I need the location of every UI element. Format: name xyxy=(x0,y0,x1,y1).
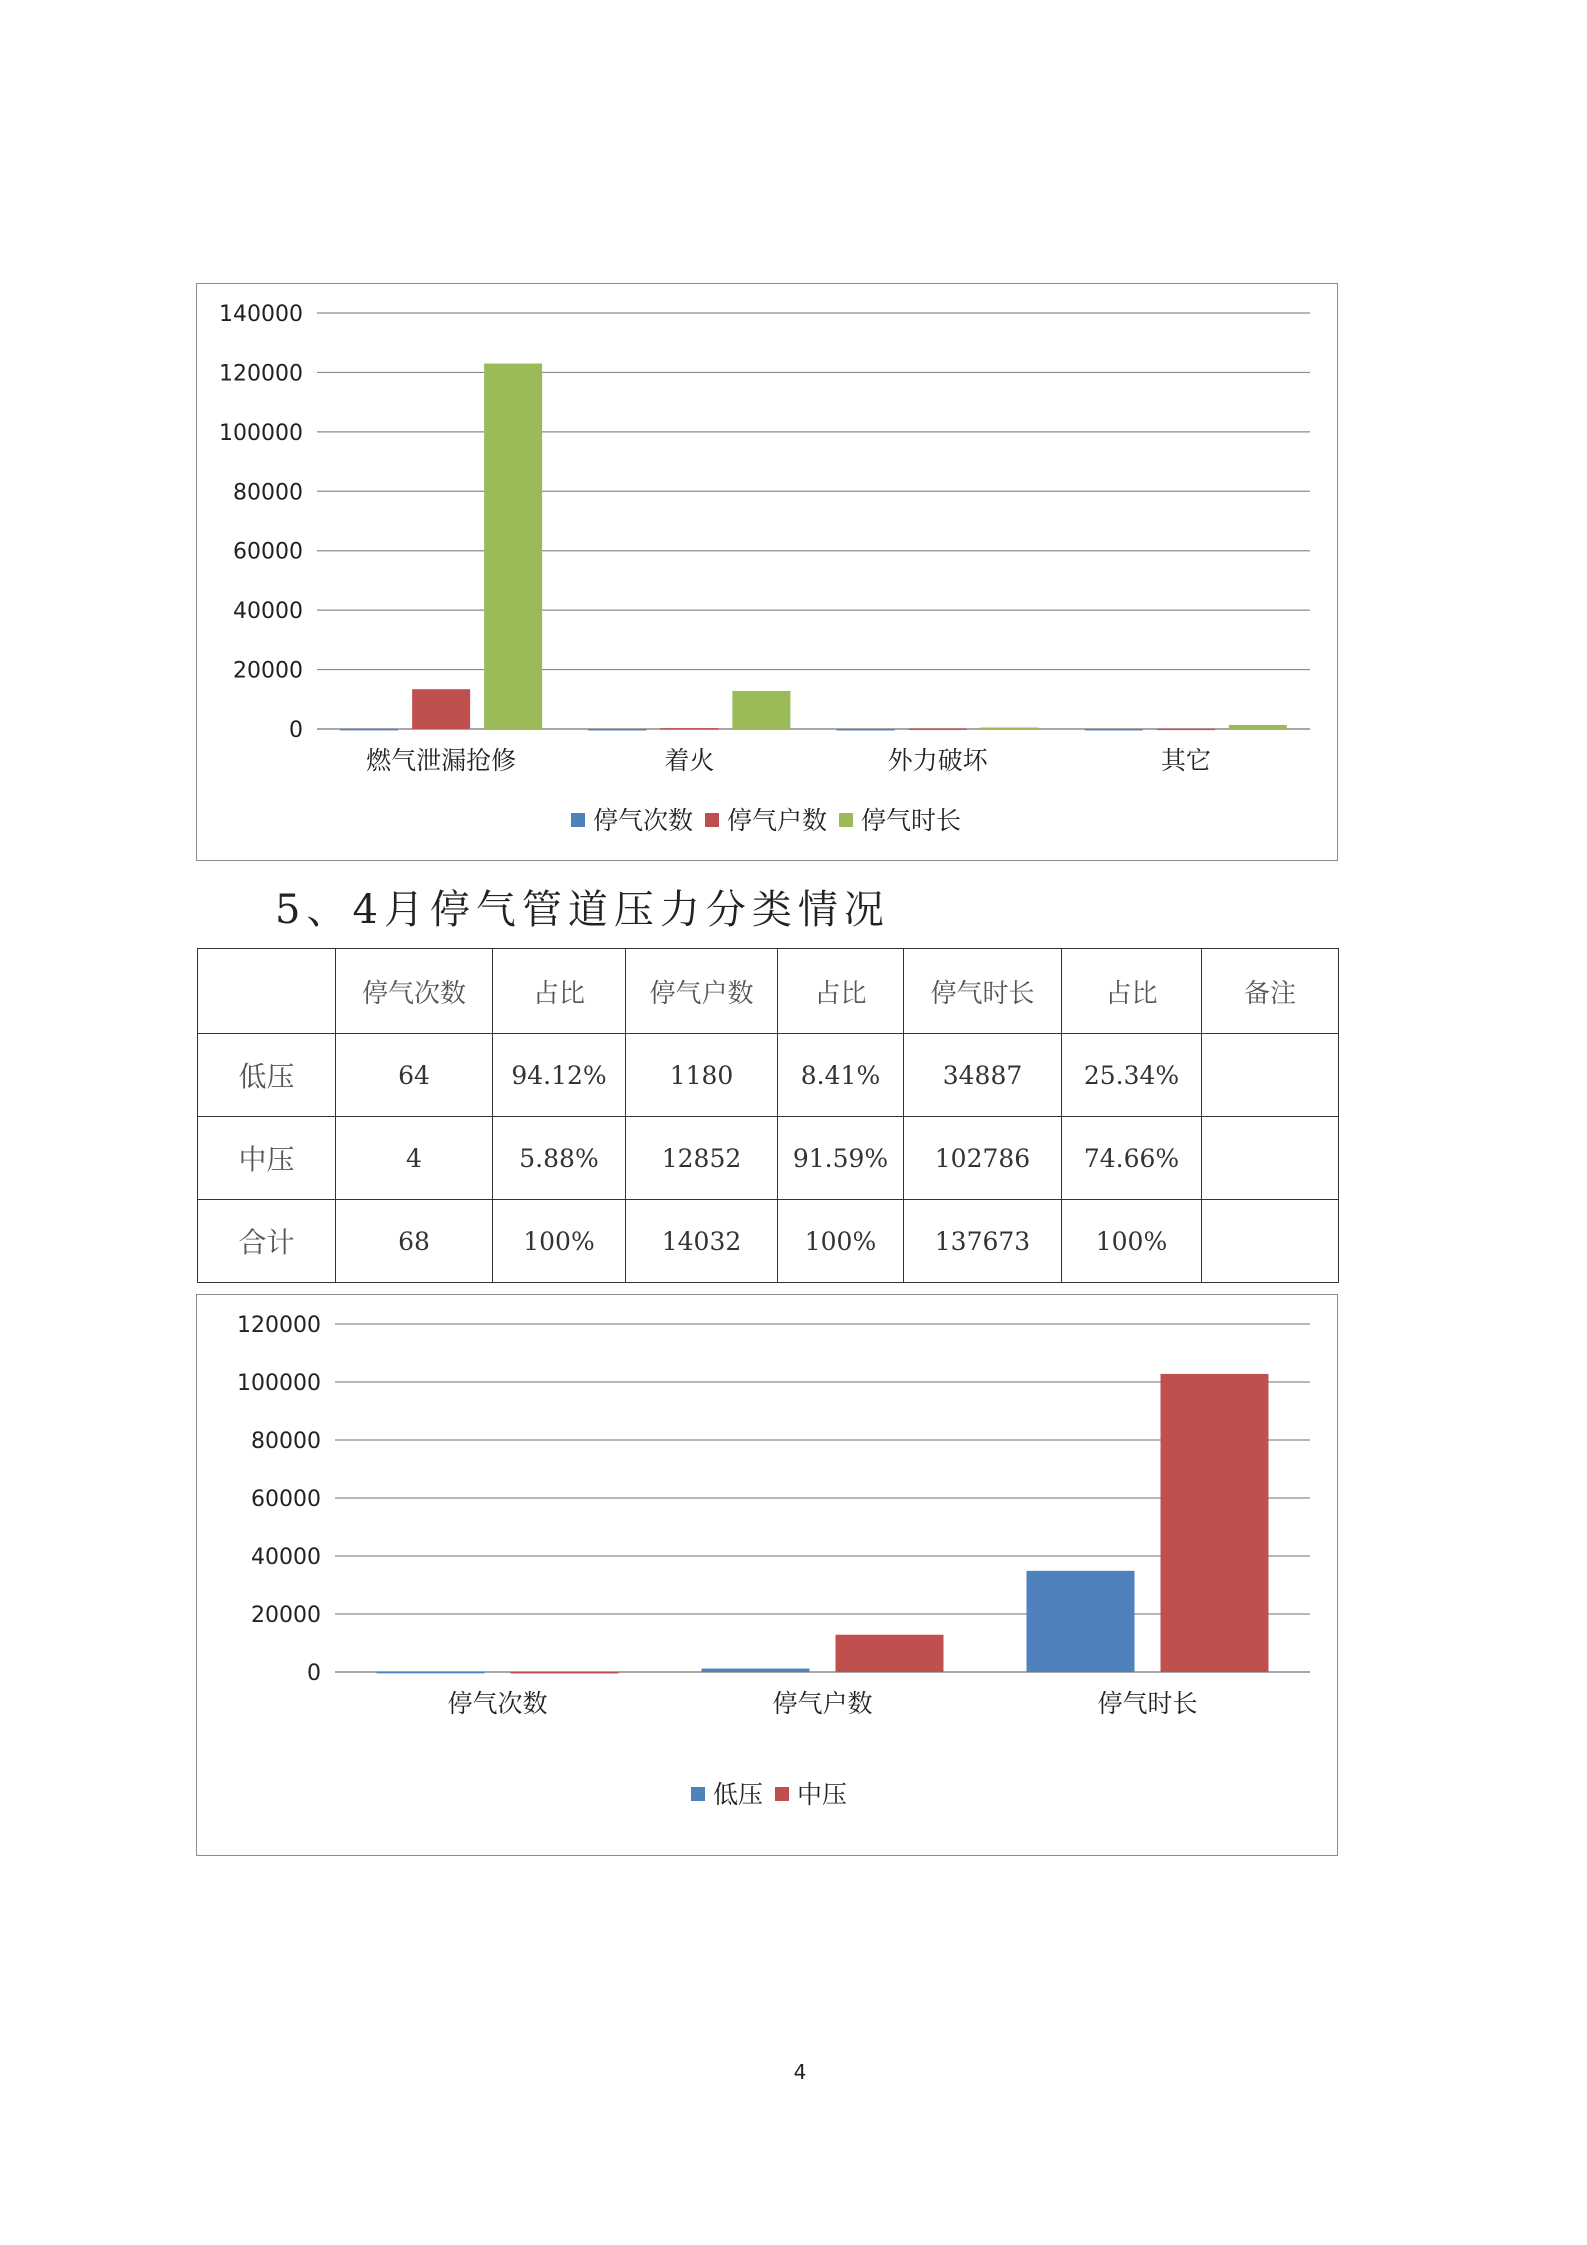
table-cell xyxy=(1202,1200,1339,1283)
bar-0-0 xyxy=(377,1672,485,1674)
x-tick-label: 着火 xyxy=(664,746,715,775)
legend-label: 停气次数 xyxy=(593,806,694,835)
table-row-label: 低压 xyxy=(198,1034,336,1117)
table-header-cell: 占比 xyxy=(778,949,904,1034)
bar-0-1 xyxy=(511,1672,619,1674)
legend-swatch xyxy=(571,813,585,827)
bar-1-1 xyxy=(836,1635,944,1672)
bar-1-0 xyxy=(588,729,646,731)
table-row xyxy=(198,1034,1339,1117)
y-tick-label: 0 xyxy=(289,718,303,743)
table-cell: 25.34% xyxy=(1062,1034,1202,1117)
table-row xyxy=(198,1200,1339,1283)
bar-3-1 xyxy=(1157,729,1215,731)
x-tick-label: 停气户数 xyxy=(772,1689,873,1718)
bar-2-0 xyxy=(837,729,895,731)
legend-label: 停气时长 xyxy=(861,806,962,835)
y-tick-label: 60000 xyxy=(251,1487,321,1512)
x-tick-label: 外力破坏 xyxy=(887,746,988,775)
y-tick-label: 60000 xyxy=(233,539,303,565)
y-tick-label: 0 xyxy=(307,1661,321,1686)
y-tick-label: 120000 xyxy=(219,361,303,387)
table-cell: 94.12% xyxy=(493,1034,626,1117)
x-tick-label: 停气时长 xyxy=(1097,1689,1198,1718)
legend-label: 停气户数 xyxy=(727,806,828,835)
page-number: 4 xyxy=(793,2060,807,2084)
table-cell: 1180 xyxy=(626,1034,778,1117)
x-tick-label: 停气次数 xyxy=(447,1689,548,1718)
x-tick-label: 其它 xyxy=(1160,746,1211,775)
table-cell: 91.59% xyxy=(778,1117,904,1200)
table-cell: 74.66% xyxy=(1062,1117,1202,1200)
table-header-cell: 占比 xyxy=(493,949,626,1034)
bar-2-0 xyxy=(1027,1571,1135,1672)
y-tick-label: 20000 xyxy=(233,658,303,684)
table-row-label: 中压 xyxy=(198,1117,336,1200)
table-cell: 12852 xyxy=(626,1117,778,1200)
bar-2-1 xyxy=(909,728,967,730)
y-tick-label: 20000 xyxy=(251,1603,321,1628)
table-header-cell: 停气户数 xyxy=(626,949,778,1034)
table-cell: 8.41% xyxy=(778,1034,904,1117)
table-header-cell xyxy=(198,949,336,1034)
y-tick-label: 120000 xyxy=(237,1313,321,1338)
legend-label: 低压 xyxy=(713,1780,764,1809)
table-cell xyxy=(1202,1034,1339,1117)
y-tick-label: 40000 xyxy=(233,599,303,625)
bar-0-2 xyxy=(484,364,542,729)
table-row xyxy=(198,1117,1339,1200)
pressure-table xyxy=(197,948,1339,1283)
legend-label: 中压 xyxy=(797,1780,848,1809)
table-cell: 4 xyxy=(336,1117,493,1200)
table-cell xyxy=(1202,1117,1339,1200)
bar-0-0 xyxy=(340,729,398,731)
y-tick-label: 80000 xyxy=(233,480,303,506)
table-cell: 68 xyxy=(336,1200,493,1283)
table-cell: 100% xyxy=(778,1200,904,1283)
table-header-cell: 占比 xyxy=(1062,949,1202,1034)
bar-3-2 xyxy=(1229,725,1287,729)
table-header-cell: 停气时长 xyxy=(904,949,1062,1034)
table-cell: 137673 xyxy=(904,1200,1062,1283)
y-tick-label: 100000 xyxy=(237,1371,321,1396)
bar-2-2 xyxy=(981,728,1039,730)
table-cell: 102786 xyxy=(904,1117,1062,1200)
bar-0-1 xyxy=(412,689,470,729)
table-cell: 64 xyxy=(336,1034,493,1117)
section-heading: 5、4月停气管道压力分类情况 xyxy=(275,887,890,933)
table-row-label: 合计 xyxy=(198,1200,336,1283)
bar-2-1 xyxy=(1161,1374,1269,1672)
chart-pressure xyxy=(196,1294,1338,1856)
table-cell: 34887 xyxy=(904,1034,1062,1117)
y-tick-label: 40000 xyxy=(251,1545,321,1570)
y-tick-label: 140000 xyxy=(219,302,303,327)
legend-swatch xyxy=(691,1787,705,1801)
x-tick-label: 燃气泄漏抢修 xyxy=(366,746,517,775)
table-header-row xyxy=(198,949,1339,1034)
table-cell: 100% xyxy=(493,1200,626,1283)
legend-swatch xyxy=(775,1787,789,1801)
chart-pressure-svg xyxy=(197,1295,1336,1854)
chart-outage-causes-svg xyxy=(197,284,1336,859)
legend-swatch xyxy=(705,813,719,827)
chart-outage-causes xyxy=(196,283,1338,861)
y-tick-label: 80000 xyxy=(251,1429,321,1454)
table-header-cell: 停气次数 xyxy=(336,949,493,1034)
y-tick-label: 100000 xyxy=(219,420,303,446)
bar-1-2 xyxy=(732,691,790,729)
legend-swatch xyxy=(839,813,853,827)
table-cell: 100% xyxy=(1062,1200,1202,1283)
bar-3-0 xyxy=(1085,729,1143,731)
bar-1-0 xyxy=(702,1669,810,1672)
table-cell: 14032 xyxy=(626,1200,778,1283)
table-cell: 5.88% xyxy=(493,1117,626,1200)
table-header-cell: 备注 xyxy=(1202,949,1339,1034)
bar-1-1 xyxy=(660,728,718,730)
